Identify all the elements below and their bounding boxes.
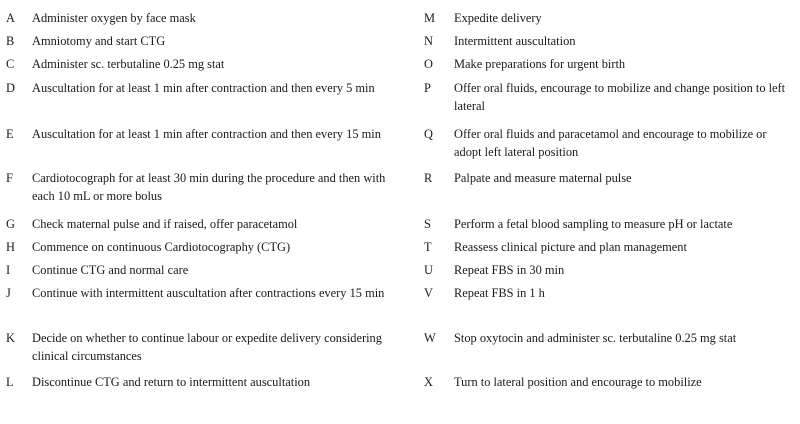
legend-description: Turn to lateral position and encourage to mobilize (454, 375, 702, 389)
legend-letter: G (6, 217, 15, 231)
legend-letter: P (424, 81, 431, 95)
legend-description: Auscultation for at least 1 min after contraction and then every 5 min (32, 81, 375, 95)
legend-letter: F (6, 171, 13, 185)
legend-description: Expedite delivery (454, 11, 542, 25)
legend-description: Auscultation for at least 1 min after contraction and then every 15 min (32, 127, 381, 141)
legend-item-t (424, 238, 796, 256)
legend-letter: C (6, 57, 15, 71)
legend-description: Perform a fetal blood sampling to measure pH or lactate (454, 217, 733, 231)
legend-description: Intermittent auscultation (454, 34, 576, 48)
legend-letter: L (6, 375, 14, 389)
legend-description: Decide on whether to continue labour or expedite delivery considering clinical circumstances (32, 331, 382, 363)
legend-item-h (6, 238, 410, 256)
legend-letter: S (424, 217, 431, 231)
legend-letter: V (424, 286, 433, 300)
legend-description: Administer sc. terbutaline 0.25 mg stat (32, 57, 225, 71)
legend-description: Continue CTG and normal care (32, 263, 189, 277)
legend-letter: O (424, 57, 433, 71)
legend-description: Stop oxytocin and administer sc. terbutaline 0.25 mg stat (454, 331, 737, 345)
legend-letter: I (6, 263, 11, 277)
legend-item-s (424, 215, 796, 233)
legend-item-j (6, 284, 410, 302)
legend-letter: H (6, 240, 15, 254)
legend-letter: E (6, 127, 14, 141)
legend-letter: T (424, 240, 432, 254)
legend-item-i (6, 261, 410, 279)
legend-letter: R (424, 171, 433, 185)
legend-letter: Q (424, 127, 433, 141)
legend-letter: B (6, 34, 15, 48)
legend-item-v (424, 284, 796, 302)
legend-letter: D (6, 81, 15, 95)
legend-description: Administer oxygen by face mask (32, 11, 196, 25)
legend-item-w (424, 329, 796, 347)
legend-item-l (6, 373, 410, 391)
legend-description: Discontinue CTG and return to intermittent auscultation (32, 375, 311, 389)
legend-item-c (6, 55, 410, 73)
legend-description: Reassess clinical picture and plan management (454, 240, 687, 254)
action-legend (0, 9, 800, 409)
legend-item-o (424, 55, 796, 73)
legend-item-n (424, 32, 796, 50)
legend-letter: N (424, 34, 433, 48)
legend-description: Make preparations for urgent birth (454, 57, 626, 71)
legend-letter: A (6, 11, 15, 25)
legend-description: Check maternal pulse and if raised, offer paracetamol (32, 217, 298, 231)
legend-letter: M (424, 11, 436, 25)
legend-item-d (6, 79, 410, 97)
legend-letter: X (424, 375, 433, 389)
legend-item-g (6, 215, 410, 233)
legend-description: Commence on continuous Cardiotocography (CTG) (32, 240, 291, 254)
legend-description: Palpate and measure maternal pulse (454, 171, 632, 185)
legend-letter: J (6, 286, 11, 300)
legend-item-p (424, 79, 796, 115)
legend-item-b (6, 32, 410, 50)
legend-letter: K (6, 331, 15, 345)
legend-description: Offer oral fluids, encourage to mobilize and change position to left lateral (454, 81, 786, 113)
legend-letter: W (424, 331, 436, 345)
legend-item-m (424, 9, 796, 27)
legend-item-r (424, 169, 796, 187)
legend-item-q (424, 125, 796, 161)
legend-description: Continue with intermittent auscultation after contractions every 15 min (32, 286, 385, 300)
legend-item-u (424, 261, 796, 279)
legend-description: Repeat FBS in 1 h (454, 286, 545, 300)
legend-item-x (424, 373, 796, 391)
legend-item-e (6, 125, 410, 143)
legend-letter: U (424, 263, 433, 277)
legend-description: Amniotomy and start CTG (32, 34, 166, 48)
legend-description: Offer oral fluids and paracetamol and encourage to mobilize or adopt left lateral position (454, 127, 767, 159)
legend-item-f (6, 169, 410, 205)
legend-description: Repeat FBS in 30 min (454, 263, 565, 277)
legend-description: Cardiotocograph for at least 30 min during the procedure and then with each 10 mL or more bolus (32, 171, 386, 203)
legend-item-k (6, 329, 410, 365)
legend-item-a (6, 9, 410, 27)
